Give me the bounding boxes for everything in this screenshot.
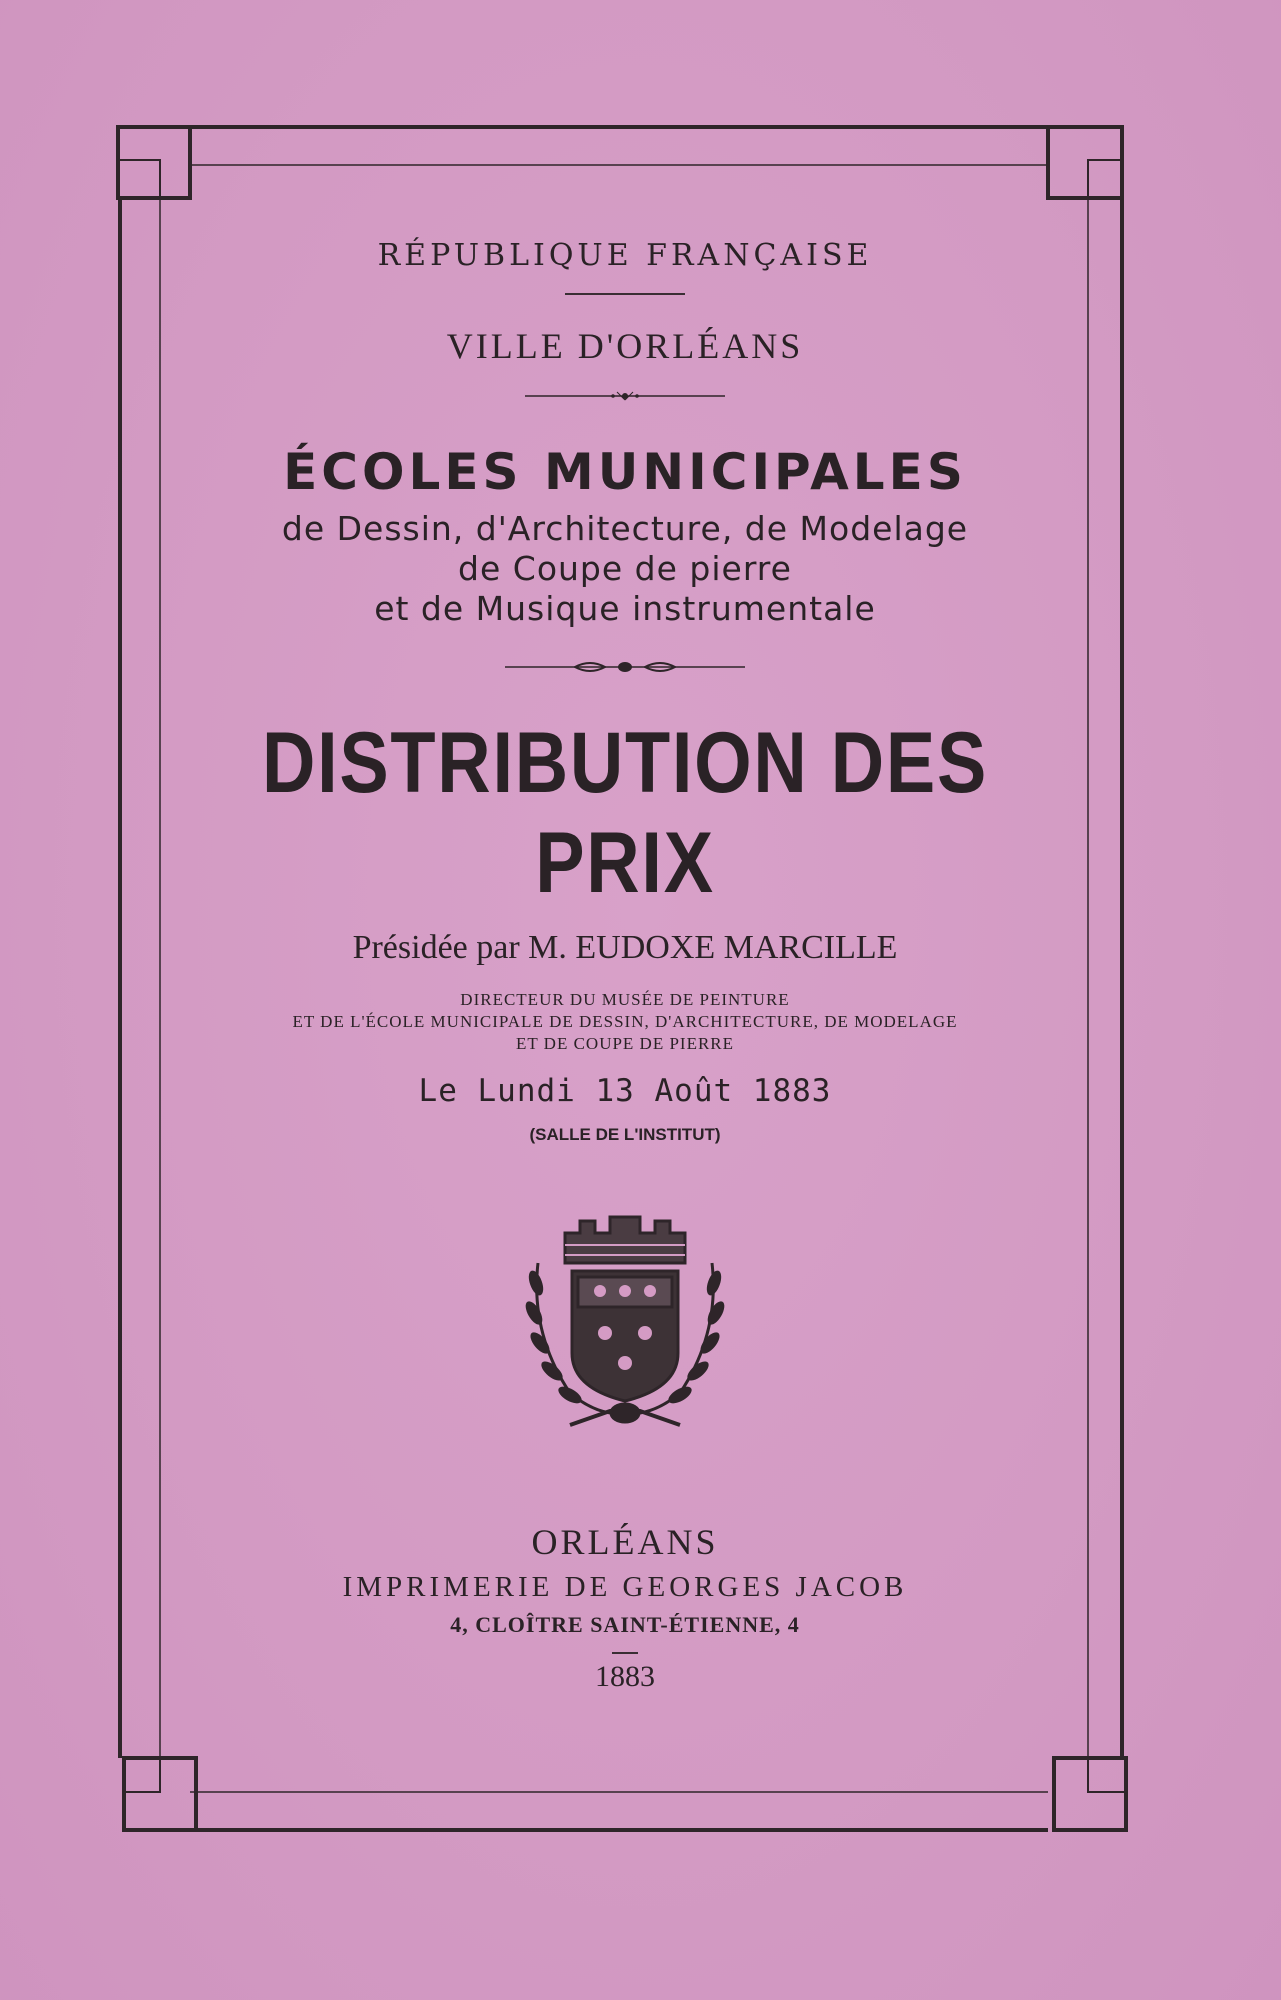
director-line: ET DE COUPE DE PIERRE <box>515 1034 735 1053</box>
coat-of-arms-icon <box>510 1203 740 1437</box>
imprint-city: ORLÉANS <box>531 1522 719 1562</box>
director-line: DIRECTEUR DU MUSÉE DE PEINTURE <box>460 990 790 1009</box>
presidee-line: Présidée par M. EUDOXE MARCILLE <box>352 929 898 966</box>
event-date: Le Lundi 13 Août 1883 <box>418 1073 832 1109</box>
venue: (SALLE DE L'INSTITUT) <box>529 1125 721 1144</box>
ville-heading: VILLE D'ORLÉANS <box>446 326 804 366</box>
scroll-ornament-icon <box>505 659 745 675</box>
ecoles-subtitle-line: de Dessin, d'Architecture, de Modelage <box>281 509 969 548</box>
imprint-year: 1883 <box>595 1660 655 1693</box>
imprint-address: 4, CLOÎTRE SAINT-ÉTIENNE, 4 <box>450 1612 800 1637</box>
republique-heading: RÉPUBLIQUE FRANÇAISE <box>377 238 873 273</box>
imprint-printer: IMPRIMERIE DE GEORGES JACOB <box>342 1571 908 1603</box>
ornament-divider-icon <box>525 389 725 403</box>
ecoles-title: ÉCOLES MUNICIPALES <box>283 443 967 501</box>
title-page-content <box>160 200 1090 1694</box>
divider <box>612 1652 638 1654</box>
distribution-title: DISTRIBUTION DES PRIX <box>261 715 989 911</box>
director-line: ET DE L'ÉCOLE MUNICIPALE DE DESSIN, D'ARCHITECTURE, DE MODELAGE <box>292 1012 958 1031</box>
divider <box>565 293 685 295</box>
ecoles-subtitle-line: de Coupe de pierre <box>458 549 792 588</box>
ecoles-subtitle-line: et de Musique instrumentale <box>374 589 876 628</box>
